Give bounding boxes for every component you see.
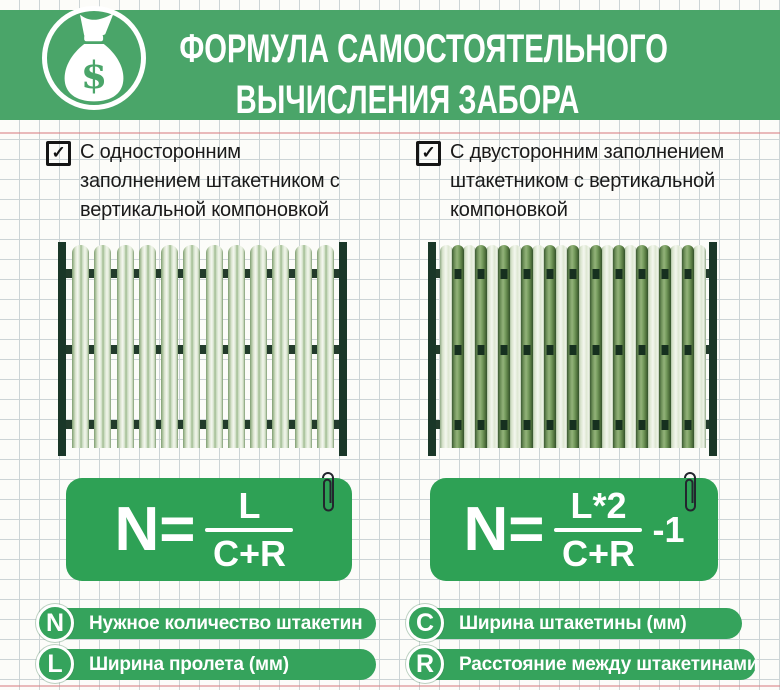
legend-symbol-l: L (36, 645, 74, 683)
picket-fastener (615, 345, 622, 355)
fence-picket-front (613, 245, 625, 448)
checkbox-checked-icon[interactable]: ✓ (46, 141, 71, 166)
option-one-sided-label: С односторонним заполнением штакетником с вертикальной компоновкой (80, 141, 340, 221)
fence-illustration-two-sided (425, 240, 721, 458)
picket-fastener (501, 269, 508, 279)
picket-fastener (638, 345, 645, 355)
picket-fastener (684, 345, 691, 355)
fence-picket-back (463, 245, 476, 448)
paperclip-icon (319, 468, 336, 523)
picket-fastener (547, 269, 554, 279)
legend-symbol-c: C (406, 604, 444, 642)
legend-column-right (406, 604, 758, 686)
fence-picket-back (670, 245, 683, 448)
picket-fastener (570, 345, 577, 355)
fence-picket-back (486, 245, 499, 448)
legend-item-n (36, 604, 378, 642)
money-bag-graphic (59, 13, 129, 103)
fence-picket-back (578, 245, 591, 448)
picket-fastener (455, 345, 462, 355)
fence-picket-back (532, 245, 545, 448)
fence-picket-front (521, 245, 533, 448)
fence-picket (161, 245, 178, 448)
legend-item-r (406, 645, 758, 683)
picket-fastener (478, 345, 485, 355)
fence-picket-front (475, 245, 487, 448)
fence-picket (206, 245, 223, 448)
picket-fastener (524, 420, 531, 430)
fence-post (339, 242, 347, 456)
picket-fastener (615, 420, 622, 430)
picket-fastener (615, 269, 622, 279)
fence-picket-back (693, 245, 706, 448)
option-two-sided (416, 138, 734, 225)
legend-label-l: Ширина пролета (мм) (51, 649, 376, 680)
picket-fastener (592, 269, 599, 279)
picket-fastener (501, 345, 508, 355)
picket-fastener (547, 345, 554, 355)
legend-label-r: Расстояние между штакетинами (421, 649, 756, 680)
page-title-line1: ФОРМУЛА САМОСТОЯТЕЛЬНОГО (179, 27, 668, 71)
legend-label-n: Нужное количество штакетин (51, 608, 376, 639)
fence-picket-front (544, 245, 556, 448)
formula-fraction (554, 484, 642, 574)
picket-fastener (478, 269, 485, 279)
picket-fastener (455, 420, 462, 430)
picket-fastener (570, 269, 577, 279)
fence-picket-front (682, 245, 694, 448)
picket-fastener (638, 269, 645, 279)
option-one-sided (46, 138, 364, 225)
fence-picket (295, 245, 312, 448)
picket-fastener (661, 420, 668, 430)
fence-picket-front (659, 245, 671, 448)
formula-lhs: N= (114, 494, 196, 564)
fence-picket (117, 245, 134, 448)
picket-fastener (592, 420, 599, 430)
formula-numerator: L (238, 484, 261, 526)
picket-fastener (661, 269, 668, 279)
page-title (179, 24, 668, 126)
formula-denominator: C+R (212, 532, 286, 574)
fence-illustration-one-sided (55, 240, 351, 458)
page-title-line2: ВЫЧИСЛЕНИЯ ЗАБОРА (235, 78, 580, 122)
fence-picket (317, 245, 334, 448)
picket-fastener (455, 269, 462, 279)
fence-picket-front (636, 245, 648, 448)
picket-fastener (661, 345, 668, 355)
dollar-sign: $ (80, 53, 108, 98)
legend-item-l (36, 645, 378, 683)
legend-item-c (406, 604, 758, 642)
fence-picket-back (624, 245, 637, 448)
picket-fastener (684, 269, 691, 279)
checkbox-checked-icon[interactable]: ✓ (416, 141, 441, 166)
fence-post (58, 242, 66, 456)
fence-picket (228, 245, 245, 448)
option-two-sided-label: С двусторонним заполнением штакетником с вертикальной компоновкой (450, 141, 725, 221)
fence-picket (72, 245, 89, 448)
legend-symbol-n: N (36, 604, 74, 642)
formula-panel-two-sided (430, 478, 718, 581)
picket-fastener (638, 420, 645, 430)
picket-fastener (547, 420, 554, 430)
paperclip-icon (681, 468, 698, 523)
formula-fraction (205, 484, 293, 574)
fraction-bar (205, 528, 293, 532)
fence-picket-back (555, 245, 568, 448)
fence-picket-front (452, 245, 464, 448)
fence-picket-front (498, 245, 510, 448)
fence-picket (272, 245, 289, 448)
fence-picket (250, 245, 267, 448)
picket-fastener (684, 420, 691, 430)
picket-fastener (501, 420, 508, 430)
fence-post (428, 242, 436, 456)
formula-denominator: C+R (561, 532, 635, 574)
picket-fastener (524, 345, 531, 355)
fence-picket (94, 245, 111, 448)
fence-picket-back (647, 245, 660, 448)
fraction-bar (554, 528, 642, 532)
formula-suffix: -1 (652, 508, 685, 550)
grid-margin-line-top (0, 132, 780, 134)
fence-picket (183, 245, 200, 448)
picket-fastener (478, 420, 485, 430)
fence-post (709, 242, 717, 456)
formula-lhs: N= (463, 494, 545, 564)
legend-symbol-r: R (406, 645, 444, 683)
picket-fastener (570, 420, 577, 430)
fence-picket-back (440, 245, 453, 448)
fence-picket-front (567, 245, 579, 448)
fence-picket-back (601, 245, 614, 448)
legend-label-c: Ширина штакетины (мм) (421, 608, 742, 639)
formula-numerator: L*2 (570, 484, 627, 526)
fence-right-pickets (440, 245, 706, 448)
picket-fastener (592, 345, 599, 355)
picket-fastener (524, 269, 531, 279)
fence-picket (139, 245, 156, 448)
fence-picket-front (590, 245, 602, 448)
formula-panel-one-sided (66, 478, 352, 581)
money-bag-icon (42, 6, 146, 110)
legend-column-left (36, 604, 378, 686)
fence-left-pickets (72, 245, 334, 448)
fence-picket-back (509, 245, 522, 448)
